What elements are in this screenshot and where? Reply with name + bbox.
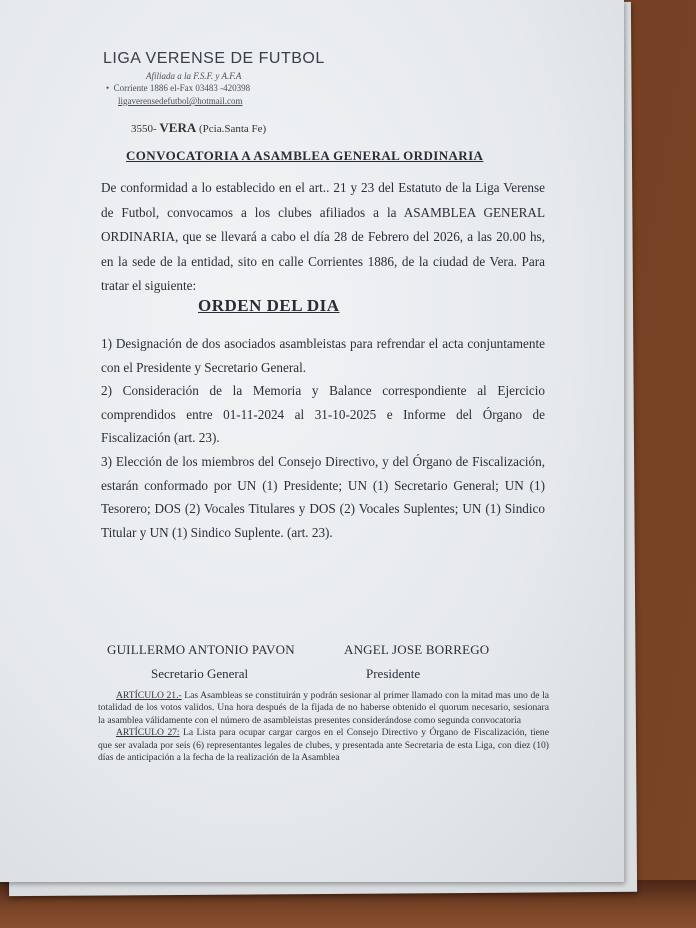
signature-role: Presidente xyxy=(366,666,421,681)
article-text: La Lista para ocupar cargar cargos en el Consejo Directivo y Órgano de Fiscalización, tiene que ser avalada por seis (6) representantes legales de clubes, y presentada ante Secretaria de esta Liga, con diez (10) días de anticipación a la fecha de la realización de la Asamblea xyxy=(98,727,549,764)
org-address-text: Corriente 1886 el-Fax 03483 -420398 xyxy=(113,83,251,93)
city-name: VERA xyxy=(159,120,197,135)
org-location xyxy=(131,120,266,136)
org-name: LIGA VERENSE DE FUTBOL xyxy=(103,50,325,67)
postal-code: 3550- xyxy=(131,123,157,135)
article-label: ARTÍCULO 27: xyxy=(116,727,180,739)
document-title: CONVOCATORIA A ASAMBLEA GENERAL ORDINARIA xyxy=(126,148,484,163)
org-address: • Corriente 1886 el-Fax 03483 -420398 xyxy=(106,83,251,93)
org-affiliation: Afiliada a la F.S.F. y A.F.A xyxy=(146,71,242,81)
agenda-item: 3) Elección de los miembros del Consejo Directivo, y del Órgano de Fiscalización, estarán conformado por UN (1) Presidente; UN (1) Secretario General; UN (1) Tesorero; DOS (2) Vocales Titulares y DOS (2) Vocales Suplentes; UN (1) Sindico Titular y UN (1) Sindico Suplente. (art. 23). xyxy=(101,454,545,540)
signature-name: ANGEL JOSE BORREGO xyxy=(344,642,490,657)
signature-name: GUILLERMO ANTONIO PAVON xyxy=(107,642,295,657)
intro-paragraph: De conformidad a lo establecido en el art.. 21 y 23 del Estatuto de la Liga Verense de Futbol, convocamos a los clubes afiliados a la ASAMBLEA GENERAL ORDINARIA, que se llevará a cabo el día 28 de Febrero del 2026, a las 20.00 hs, en la sede de la entidad, sito en calle Corrientes 1886, de la ciudad de Vera. Para tratar el siguiente: xyxy=(101,180,545,293)
footnote-article-27 xyxy=(98,727,549,764)
province-name: (Pcia.Santa Fe) xyxy=(199,123,267,135)
org-email: ligaverensedefutbol@hotmail.com xyxy=(118,96,243,106)
agenda-item: 2) Consideración de la Memoria y Balance correspondiente al Ejercicio comprendidos entre 01-11-2024 al 31-10-2025 e Informe del Órgano de Fiscalización (art. 23). xyxy=(101,383,545,445)
footnote-article-21 xyxy=(98,690,549,727)
agenda-item: 1) Designación de dos asociados asambleistas para refrendar el acta conjuntamente con el Presidente y Secretario General. xyxy=(101,336,545,375)
signature-role: Secretario General xyxy=(151,666,249,681)
footnote-articles xyxy=(98,690,549,764)
agenda-title: ORDEN DEL DIA xyxy=(198,296,340,315)
article-label: ARTÍCULO 21.- xyxy=(116,690,182,701)
article-text: Las Asambleas se constituirán y podrán sesionar al primer llamado con la mitad mas uno de la totalidad de los votos validos. Una hora después de la fijada de no haberse obtenido el quorum necesario, sesionara la asamblea válidamente con el número de asambleistas presentes considerándose como segunda convocatoria xyxy=(98,690,549,726)
